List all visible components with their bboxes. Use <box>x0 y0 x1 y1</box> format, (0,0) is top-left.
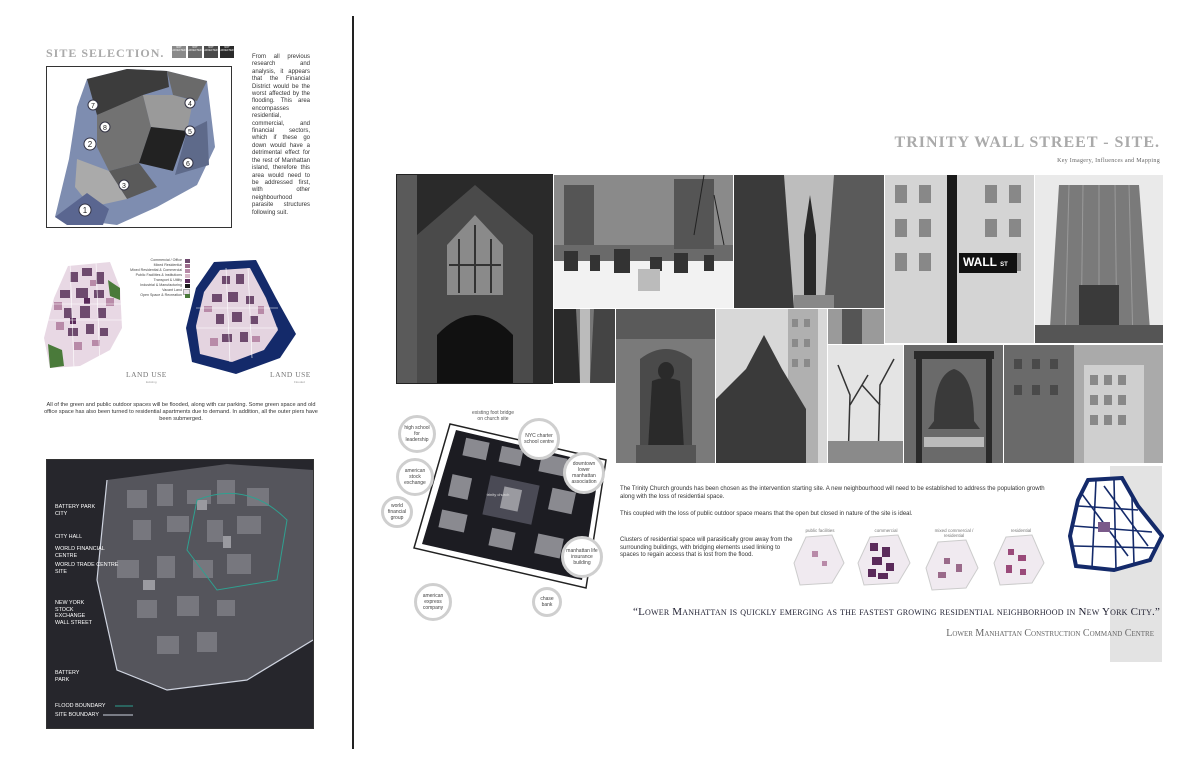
bubble-world-financial: world financial group <box>381 496 413 528</box>
land-use-sub-existing: Existing <box>146 380 157 384</box>
quote-text: “Lower Manhattan is quickly emerging as the fastest growing residential neighborhood in New York City.” <box>633 606 1161 618</box>
bubble-downtown-association: downtown lower manhattan association <box>563 452 605 494</box>
photo-bell <box>903 344 1005 464</box>
land-use-legend <box>108 258 190 298</box>
bubble-footbridge-label: existing foot bridge on church site <box>472 410 514 422</box>
bubble-high-school: high school for leadership <box>398 415 436 453</box>
map-number-3: 3 <box>122 183 126 190</box>
map-number-2: 2 <box>87 140 93 149</box>
outdoor-space-paragraph: This coupled with the loss of public outdoor space means that the open but closed in nature of the site is ideal. <box>620 511 913 517</box>
site-selection-title: SITE SELECTION. <box>46 46 165 60</box>
label-nyse: NEW YORK STOCK EXCHANGE <box>55 600 86 619</box>
land-use-label-existing: LAND USE <box>126 370 167 379</box>
legend-swatch-3: NOT AFFECTED <box>204 46 218 58</box>
flooding-caption: All of the green and public outdoor spaces will be flooded, along with car parking. Some green space and old office space has also been turned to residential apartments due to demand. In addition, all the outer piers have been submerged. <box>44 402 318 422</box>
trinity-church-label: trinity church <box>486 492 510 497</box>
photo-wall-st-sign <box>884 174 1036 344</box>
page-divider <box>352 16 354 749</box>
map-number-6: 6 <box>186 161 190 168</box>
label-world-financial-centre: WORLD FINANCIAL CENTRE <box>55 546 105 559</box>
label-wall-street: WALL STREET <box>55 620 93 626</box>
label-flood-boundary: FLOOD BOUNDARY <box>55 703 106 709</box>
land-use-map-flooded <box>186 258 298 378</box>
mini-map-mixed: mixed commercial / residential <box>924 528 984 590</box>
photo-church-skyscraper <box>715 308 829 464</box>
page-subtitle: Key Imagery, Influences and Mapping <box>1057 158 1160 164</box>
legend-item: Transport & Utility <box>108 278 190 283</box>
intro-paragraph: The Trinity Church grounds has been chosen as the intervention starting site. A new neighbourhood will need to be established to address the population growth along with the loss of residential space. <box>620 486 1045 500</box>
photo-art-deco-tower <box>1034 174 1164 344</box>
map-number-7: 7 <box>91 103 95 110</box>
land-use-label-flooded: LAND USE <box>270 370 311 379</box>
bubble-chase-bank: chase bank <box>532 587 562 617</box>
photo-statue-niche <box>615 308 717 464</box>
site-selection-map <box>46 66 232 228</box>
legend-item: Commercial / Office <box>108 258 190 263</box>
legend-item: Public Facilities & Institutions <box>108 273 190 278</box>
photo-skyline <box>1003 344 1164 464</box>
clusters-paragraph: Clusters of residential space will parasitically grow away from the surrounding buildings, with bridging elements used linking to spaces to regain access that is lost from the flood. <box>620 537 793 558</box>
site-location-map <box>1068 476 1164 572</box>
label-world-trade-centre: WORLD TRADE CENTRE SITE <box>55 562 119 575</box>
legend-item: Open Space & Recreation <box>108 293 190 298</box>
bubble-american-stock: american stock exchange <box>396 458 434 496</box>
label-battery-park: BATTERY PARK <box>55 670 80 683</box>
label-site-boundary: SITE BOUNDARY <box>55 712 99 718</box>
bubble-manhattan-life: manhattan life insurance building <box>561 536 603 578</box>
bubble-nyc-charter: NYC charter school centre <box>518 418 560 460</box>
legend-swatch-2: NOT AFFECTED <box>188 46 202 58</box>
mini-map-public-facilities: public facilities <box>792 528 848 590</box>
page-title: TRINITY WALL STREET - SITE. <box>894 134 1160 151</box>
legend-item: Mixed Residential & Commercial <box>108 268 190 273</box>
label-city-hall: CITY HALL <box>55 534 83 540</box>
legend-swatch-1: NOT AFFECTED <box>172 46 186 58</box>
map-number-4: 4 <box>188 101 192 108</box>
mini-map-commercial: commercial <box>856 528 916 590</box>
land-use-sub-flooded: Flooded <box>294 380 305 384</box>
label-battery-park-city: BATTERY PARK CITY <box>55 504 96 517</box>
quote-source: Lower Manhattan Construction Command Centre <box>946 628 1154 639</box>
legend-item: Vacant Land <box>108 288 190 293</box>
legend-swatch-4: NOT AFFECTED <box>220 46 234 58</box>
bubble-american-express: american express company <box>414 583 452 621</box>
photo-street-spire <box>733 174 885 310</box>
legend-item: Mixed Residential <box>108 263 190 268</box>
legend-item: Industrial & Manufacturing <box>108 283 190 288</box>
wall-street-sign-text: WALL ST <box>963 255 1008 269</box>
map-number-1: 1 <box>82 206 88 215</box>
map-number-5: 5 <box>188 129 192 136</box>
aerial-photo <box>46 459 314 729</box>
photo-churchyard-trees <box>827 344 905 464</box>
site-selection-paragraph: From all previous research and analysis, it appears that the Financial District would be the worst affected by the flooding. This area encompasses residential, commercial, and financial sectors, which if these go down would have a detrimental effect for the rest of Manhattan island, therefore this area would need to be addressed first, with other neighbourhood parasite structures following suit. <box>252 54 310 216</box>
map-number-8: 8 <box>103 125 107 132</box>
photo-church-facade <box>396 174 554 384</box>
photo-graveyard-snow <box>553 174 735 310</box>
mini-map-residential: residential <box>992 528 1050 590</box>
photo-small-tower <box>827 308 885 346</box>
photo-narrow-street <box>553 308 617 384</box>
